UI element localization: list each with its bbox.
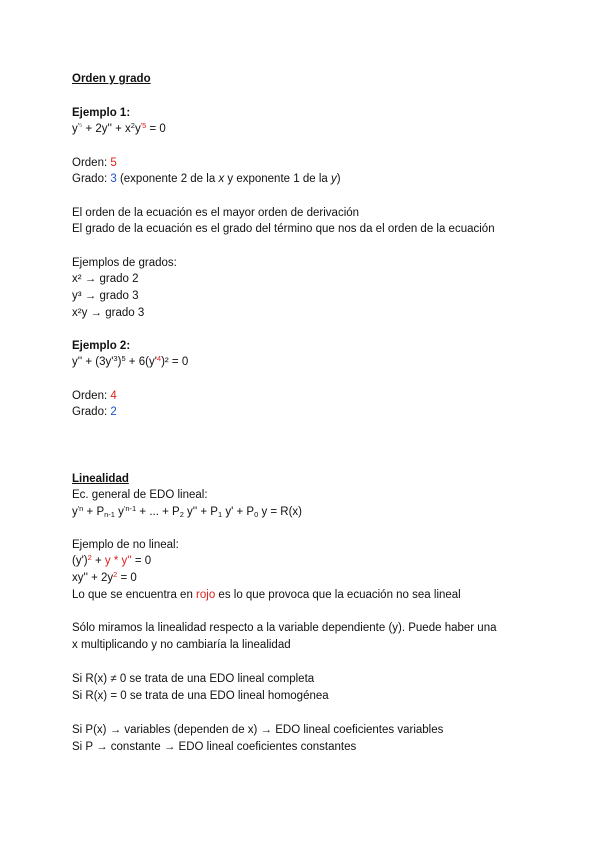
p-variable-coefficients: Si P(x) → variables (dependen de x) → EDO lineal coeficientes variables bbox=[72, 724, 444, 736]
grado-example: x² → grado 2 bbox=[72, 273, 139, 285]
p-constant-coefficients: Si P → constante → EDO lineal coeficientes constantes bbox=[72, 741, 357, 753]
section-title-orden-grado: Orden y grado bbox=[72, 73, 151, 85]
r-condition-complete: Si R(x) ≠ 0 se trata de una EDO lineal completa bbox=[72, 673, 315, 685]
no-lineal-equation: $(y')^2 + y * y'' = 0$ bbox=[72, 553, 152, 567]
r-condition-homogeneous: Si R(x) = 0 se trata de una EDO lineal homogénea bbox=[72, 690, 329, 702]
section-title-linealidad: Linealidad bbox=[72, 473, 129, 485]
no-lineal-title: Ejemplo de no lineal: bbox=[72, 539, 179, 551]
grado-example: y³ → grado 3 bbox=[72, 290, 139, 302]
orden-definition: El orden de la ecuación es el mayor orden de derivación bbox=[72, 207, 360, 219]
example2-grado: Grado: 2 bbox=[72, 406, 117, 418]
grado-definition: El grado de la ecuación es el grado del término que nos da el orden de la ecuación bbox=[72, 223, 495, 235]
general-edo-label: Ec. general de EDO lineal: bbox=[72, 489, 208, 501]
no-lineal-equation: $xy'' + 2y^2 = 0$ bbox=[72, 570, 137, 584]
example2-title: Ejemplo 2: bbox=[72, 340, 131, 352]
dependent-variable-note: Sólo miramos la linealidad respecto a la variable dependiente (y). Puede haber una bbox=[72, 622, 497, 634]
grados-examples-title: Ejemplos de grados: bbox=[72, 257, 177, 269]
example2-orden: Orden: 4 bbox=[72, 390, 117, 402]
example1-orden: Orden: 5 bbox=[72, 157, 117, 169]
example1-grado: Grado: 3 (exponente 2 de la x y exponente 1 de la y) bbox=[72, 173, 341, 185]
example1-title: Ejemplo 1: bbox=[72, 107, 131, 119]
example1-equation: $y^{'^5} + 2y'' + x^2y^{'5} = 0$ bbox=[72, 121, 166, 135]
no-lineal-note: Lo que se encuentra en rojo es lo que provoca que la ecuación no sea lineal bbox=[72, 589, 461, 601]
general-edo-equation: $y^{'n} + P_{n-1}$ $y^{'n-1}$ + ... + $P_2$ $y'' + P_1$ $y' + P_0$ y = R(x) bbox=[72, 504, 303, 519]
grado-example: x²y → grado 3 bbox=[72, 307, 145, 319]
dependent-variable-note: x multiplicando y no cambiaría la linealidad bbox=[72, 639, 291, 651]
example2-equation: $y'' + (3y'^3)^5 + 6(y'^4)^2 = 0$ bbox=[72, 354, 189, 368]
